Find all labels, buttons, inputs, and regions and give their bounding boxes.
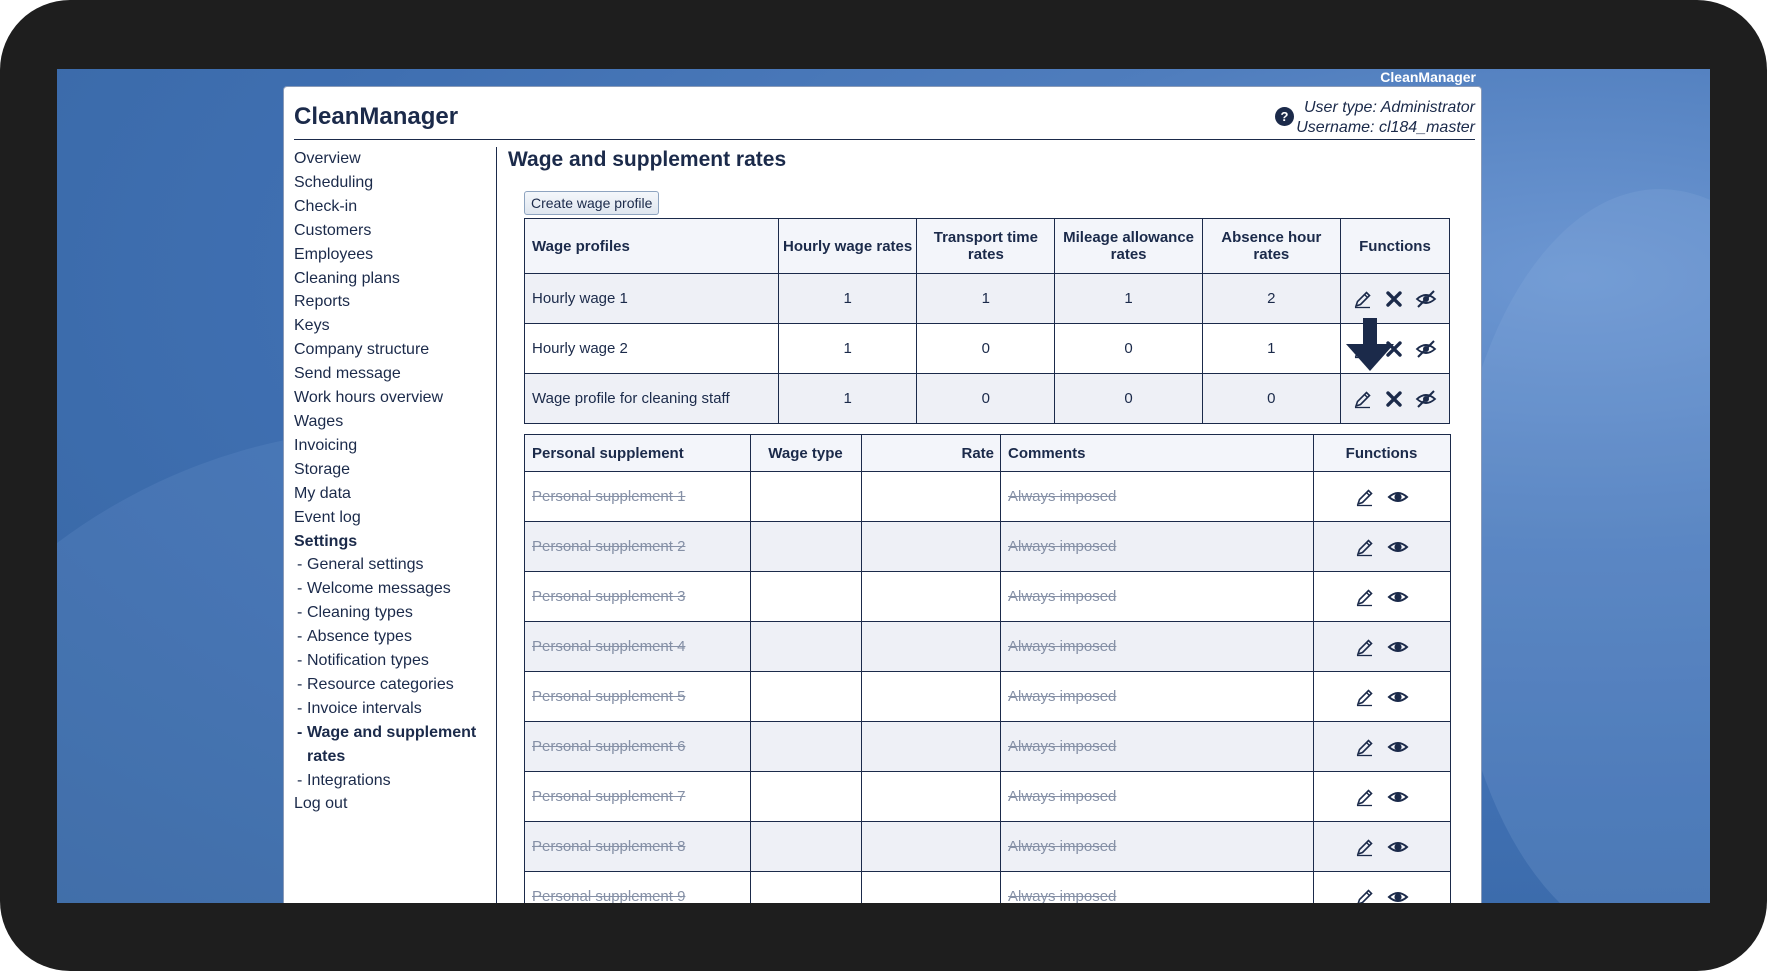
hourly-rate-count: 1	[779, 274, 917, 324]
sidebar-nav	[294, 147, 494, 816]
main-content	[508, 147, 1461, 903]
wage-type-cell	[751, 722, 862, 772]
transport-rate-count: 1	[917, 274, 1055, 324]
table-row	[525, 274, 1450, 324]
supplement-rows	[525, 472, 1451, 904]
sidebar-item-overview[interactable]: Overview	[294, 150, 361, 167]
supplement-comment: Always imposed	[1001, 872, 1314, 904]
sidebar-subitem-notification-types[interactable]: - Notification types	[297, 652, 429, 670]
sidebar-item-check-in[interactable]: Check-in	[294, 197, 358, 215]
pencil-icon[interactable]	[1355, 537, 1375, 557]
wage-type-cell	[751, 522, 862, 572]
personal-supplements-table	[524, 434, 1451, 903]
sidebar-divider	[496, 147, 497, 903]
pencil-icon[interactable]	[1355, 837, 1375, 857]
absence-rate-count: 1	[1202, 324, 1340, 374]
row-functions	[1314, 672, 1451, 722]
eye-icon[interactable]	[1387, 888, 1409, 904]
mileage-rate-count: 0	[1055, 324, 1202, 374]
wage-type-cell	[751, 872, 862, 904]
rate-cell	[862, 522, 1001, 572]
sidebar-subitem-welcome-messages[interactable]: - Welcome messages	[297, 580, 451, 598]
sidebar-item-scheduling[interactable]: Scheduling	[294, 173, 374, 191]
table-row	[525, 722, 1451, 772]
rate-cell	[862, 472, 1001, 522]
sidebar-item-event-log[interactable]: Event log	[294, 508, 361, 526]
column-header: Functions	[1314, 435, 1451, 472]
supplement-comment: Always imposed	[1001, 672, 1314, 722]
table-row	[525, 374, 1450, 424]
app-window	[283, 86, 1482, 903]
absence-rate-count: 2	[1202, 274, 1340, 324]
supplement-comment: Always imposed	[1001, 622, 1314, 672]
supplement-name: Personal supplement 3	[525, 572, 751, 622]
row-functions	[1314, 522, 1451, 572]
wage-type-cell	[751, 772, 862, 822]
pencil-icon[interactable]	[1353, 389, 1373, 409]
sidebar-item-settings[interactable]: Settings	[294, 532, 358, 550]
eye-slash-icon[interactable]	[1415, 339, 1437, 359]
sidebar-item-invoicing[interactable]: Invoicing	[294, 436, 358, 454]
desktop	[57, 69, 1710, 903]
sidebar-item-my-data[interactable]: My data	[294, 484, 351, 502]
eye-icon[interactable]	[1387, 838, 1409, 856]
row-functions	[1340, 374, 1449, 424]
pencil-icon[interactable]	[1355, 587, 1375, 607]
table-row	[525, 772, 1451, 822]
supplement-comment: Always imposed	[1001, 522, 1314, 572]
sidebar-subitem-cleaning-types[interactable]: - Cleaning types	[297, 604, 413, 622]
column-header: Wage type	[751, 435, 862, 472]
table-row	[525, 872, 1451, 904]
eye-icon[interactable]	[1387, 638, 1409, 656]
wage-profiles-table	[524, 218, 1450, 424]
sidebar-item-keys[interactable]: Keys	[294, 317, 330, 335]
row-functions	[1340, 274, 1449, 324]
wage-profile-name: Wage profile for cleaning staff	[525, 374, 779, 424]
eye-icon[interactable]	[1387, 738, 1409, 756]
eye-icon[interactable]	[1387, 688, 1409, 706]
wage-type-cell	[751, 572, 862, 622]
transport-rate-count: 0	[917, 324, 1055, 374]
sidebar-subitem-invoice-intervals[interactable]: - Invoice intervals	[297, 699, 422, 717]
row-functions	[1314, 822, 1451, 872]
table-row	[525, 672, 1451, 722]
supplement-name: Personal supplement 6	[525, 722, 751, 772]
transport-rate-count: 0	[917, 374, 1055, 424]
rate-cell	[862, 572, 1001, 622]
pencil-icon[interactable]	[1355, 687, 1375, 707]
pencil-icon[interactable]	[1355, 787, 1375, 807]
create-wage-profile-button[interactable]: Create wage profile	[524, 191, 659, 215]
supplement-comment: Always imposed	[1001, 822, 1314, 872]
supplement-name: Personal supplement 2	[525, 522, 751, 572]
eye-slash-icon[interactable]	[1415, 389, 1437, 409]
wage-profile-name: Hourly wage 1	[525, 274, 779, 324]
wage-type-cell	[751, 472, 862, 522]
table-header-row	[525, 219, 1450, 274]
hourly-rate-count: 1	[779, 324, 917, 374]
hourly-rate-count: 1	[779, 374, 917, 424]
pencil-icon[interactable]	[1355, 637, 1375, 657]
sidebar-item-send-message[interactable]: Send message	[294, 365, 401, 383]
pencil-icon[interactable]	[1353, 289, 1373, 309]
window-title: CleanManager	[1380, 69, 1476, 85]
sidebar-subitem-wage-rates-line2[interactable]: rates	[307, 747, 346, 765]
mileage-rate-count: 0	[1055, 374, 1202, 424]
mileage-rate-count: 1	[1055, 274, 1202, 324]
sidebar-item-storage[interactable]: Storage	[294, 460, 351, 478]
supplement-comment: Always imposed	[1001, 772, 1314, 822]
wage-profile-name: Hourly wage 2	[525, 324, 779, 374]
wage-type-cell	[751, 622, 862, 672]
sidebar-item-wages[interactable]: Wages	[294, 412, 344, 430]
column-header: Rate	[862, 435, 1001, 472]
rate-cell	[862, 872, 1001, 904]
row-functions	[1314, 722, 1451, 772]
row-functions	[1314, 572, 1451, 622]
supplement-name: Personal supplement 1	[525, 472, 751, 522]
column-header: Functions	[1340, 219, 1449, 274]
rate-cell	[862, 622, 1001, 672]
table-row	[525, 622, 1451, 672]
rate-cell	[862, 772, 1001, 822]
sidebar-subitem-general-settings[interactable]: - General settings	[297, 556, 424, 574]
table-row	[525, 572, 1451, 622]
rate-cell	[862, 822, 1001, 872]
pencil-icon[interactable]	[1355, 487, 1375, 507]
supplement-comment: Always imposed	[1001, 572, 1314, 622]
rate-cell	[862, 722, 1001, 772]
table-row	[525, 324, 1450, 374]
page-title: Wage and supplement rates	[508, 148, 787, 171]
wage-type-cell	[751, 822, 862, 872]
row-functions	[1314, 772, 1451, 822]
eye-icon[interactable]	[1387, 788, 1409, 806]
wage-type-cell	[751, 672, 862, 722]
pencil-icon[interactable]	[1355, 737, 1375, 757]
sidebar-subitem-absence-types[interactable]: - Absence types	[297, 628, 412, 646]
column-header: Hourly wage rates	[779, 219, 917, 274]
app-header	[294, 87, 1475, 140]
pencil-icon[interactable]	[1355, 887, 1375, 904]
sidebar-item-company-structure[interactable]: Company structure	[294, 341, 430, 359]
brand-title: CleanManager	[294, 103, 459, 130]
column-header: Absence hour rates	[1202, 219, 1340, 274]
sidebar-subitem-resource-categories[interactable]: - Resource categories	[297, 675, 454, 693]
supplement-name: Personal supplement 9	[525, 872, 751, 904]
column-header: Personal supplement	[525, 435, 751, 472]
eye-icon[interactable]	[1387, 488, 1409, 506]
supplement-name: Personal supplement 4	[525, 622, 751, 672]
sidebar-subitem-integrations[interactable]: - Integrations	[297, 771, 391, 789]
eye-slash-icon[interactable]	[1415, 289, 1437, 309]
help-icon[interactable]: ?	[1275, 107, 1294, 126]
table-row	[525, 472, 1451, 522]
column-header: Mileage allowance rates	[1055, 219, 1202, 274]
arrow-down-icon	[1345, 318, 1395, 373]
close-icon[interactable]	[1385, 390, 1403, 408]
table-row	[525, 822, 1451, 872]
row-functions	[1314, 622, 1451, 672]
user-type: User type: Administrator	[1303, 99, 1475, 116]
column-header: Comments	[1001, 435, 1314, 472]
supplement-comment: Always imposed	[1001, 722, 1314, 772]
supplement-name: Personal supplement 8	[525, 822, 751, 872]
supplement-name: Personal supplement 5	[525, 672, 751, 722]
username: Username: cl184_master	[1296, 119, 1475, 136]
table-row	[525, 522, 1451, 572]
supplement-comment: Always imposed	[1001, 472, 1314, 522]
row-functions	[1314, 872, 1451, 904]
sidebar-item-work-hours-overview[interactable]: Work hours overview	[294, 389, 444, 407]
sidebar-item-log-out[interactable]: Log out	[294, 795, 348, 813]
user-info	[1296, 98, 1475, 138]
eye-icon[interactable]	[1387, 538, 1409, 556]
supplement-name: Personal supplement 7	[525, 772, 751, 822]
sidebar-item-customers[interactable]: Customers	[294, 221, 372, 239]
rate-cell	[862, 672, 1001, 722]
eye-icon[interactable]	[1387, 588, 1409, 606]
sidebar-item-employees[interactable]: Employees	[294, 245, 374, 263]
column-header: Wage profiles	[525, 219, 779, 274]
sidebar-item-cleaning-plans[interactable]: Cleaning plans	[294, 269, 400, 287]
table-header-row	[525, 435, 1451, 472]
sidebar-item-reports[interactable]: Reports	[294, 293, 351, 311]
close-icon[interactable]	[1385, 290, 1403, 308]
sidebar-subitem-wage-and-supplement-rates[interactable]: - Wage and supplement	[297, 723, 477, 741]
row-functions	[1314, 472, 1451, 522]
column-header: Transport time rates	[917, 219, 1055, 274]
absence-rate-count: 0	[1202, 374, 1340, 424]
